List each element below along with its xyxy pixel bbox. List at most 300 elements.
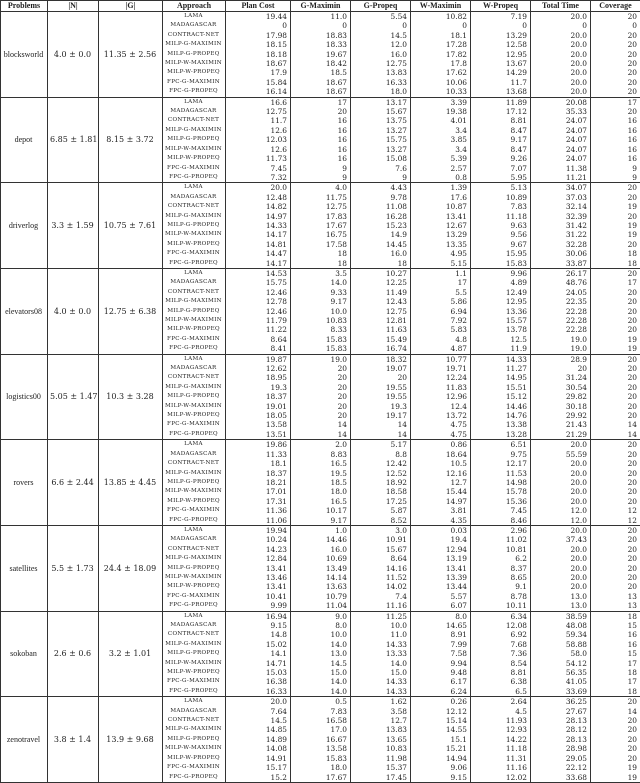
coverage-cell: 20 — [591, 716, 640, 725]
coverage-cell: 20 — [591, 240, 640, 249]
g-maximin-cell: 4.0 — [291, 183, 351, 193]
total-time-cell: 21.43 — [531, 420, 591, 429]
w-maximin-cell: 4.87 — [411, 344, 471, 354]
total-time-cell: 20.0 — [531, 12, 591, 22]
g-maximin-cell: 20 — [291, 383, 351, 392]
approach-name: MILP-W-MAXIMIN — [163, 145, 226, 154]
g-maximin-cell: 17 — [291, 97, 351, 107]
w-maximin-cell: 15.14 — [411, 716, 471, 725]
g-propeq-cell: 12.52 — [351, 469, 411, 478]
g-value: 10.75 ± 7.61 — [99, 183, 163, 269]
w-maximin-cell: 19.71 — [411, 364, 471, 373]
w-maximin-cell: 4.95 — [411, 249, 471, 258]
g-maximin-cell: 14.0 — [291, 640, 351, 649]
approach-name: FPC-G-PROPEQ — [163, 259, 226, 269]
plan-cost-cell: 13.41 — [226, 564, 291, 573]
w-maximin-cell: 12.4 — [411, 402, 471, 411]
g-propeq-cell: 14.33 — [351, 640, 411, 649]
approach-name: MILP-W-PROPEQ — [163, 582, 226, 591]
coverage-cell: 20 — [591, 288, 640, 297]
g-maximin-cell: 19.0 — [291, 354, 351, 364]
coverage-cell: 16 — [591, 630, 640, 639]
approach-name: CONTRACT-NET — [163, 373, 226, 382]
column-header-total-time: Total Time — [531, 1, 591, 12]
w-propeq-cell: 2.96 — [471, 525, 531, 535]
g-value: 8.15 ± 3.72 — [99, 97, 163, 183]
plan-cost-cell: 12.75 — [226, 107, 291, 116]
w-maximin-cell: 4.75 — [411, 430, 471, 440]
total-time-cell: 32.39 — [531, 212, 591, 221]
w-maximin-cell: 13.41 — [411, 564, 471, 573]
approach-name: LAMA — [163, 354, 226, 364]
w-maximin-cell: 3.85 — [411, 135, 471, 144]
coverage-cell: 20 — [591, 297, 640, 306]
approach-name: LAMA — [163, 268, 226, 278]
w-propeq-cell: 8.47 — [471, 145, 531, 154]
plan-cost-cell: 12.84 — [226, 554, 291, 563]
g-maximin-cell: 16 — [291, 145, 351, 154]
plan-cost-cell: 10.24 — [226, 535, 291, 544]
g-maximin-cell: 17.0 — [291, 725, 351, 734]
plan-cost-cell: 17.9 — [226, 68, 291, 77]
g-maximin-cell: 9.0 — [291, 611, 351, 621]
coverage-cell: 20 — [591, 554, 640, 563]
g-propeq-cell: 10.83 — [351, 744, 411, 753]
g-propeq-cell: 14.16 — [351, 564, 411, 573]
g-maximin-cell: 11.75 — [291, 193, 351, 202]
w-maximin-cell: 10.87 — [411, 202, 471, 211]
column-header-g-maximin: G-Maximin — [291, 1, 351, 12]
plan-cost-cell: 18.67 — [226, 59, 291, 68]
g-propeq-cell: 16.0 — [351, 249, 411, 258]
g-propeq-cell: 16.28 — [351, 212, 411, 221]
plan-cost-cell: 13.41 — [226, 582, 291, 591]
g-maximin-cell: 17.83 — [291, 212, 351, 221]
g-propeq-cell: 5.87 — [351, 506, 411, 515]
w-propeq-cell: 10.89 — [471, 193, 531, 202]
coverage-cell: 20 — [591, 31, 640, 40]
w-propeq-cell: 7.45 — [471, 506, 531, 515]
coverage-cell: 20 — [591, 564, 640, 573]
total-time-cell: 20.0 — [531, 469, 591, 478]
w-propeq-cell: 11.9 — [471, 344, 531, 354]
w-propeq-cell: 7.07 — [471, 164, 531, 173]
g-propeq-cell: 13.65 — [351, 735, 411, 744]
coverage-cell: 20 — [591, 307, 640, 316]
approach-name: FPC-G-PROPEQ — [163, 687, 226, 697]
plan-cost-cell: 14.08 — [226, 744, 291, 753]
w-propeq-cell: 12.58 — [471, 40, 531, 49]
plan-cost-cell: 8.41 — [226, 344, 291, 354]
coverage-cell: 20 — [591, 59, 640, 68]
approach-name: MILP-W-PROPEQ — [163, 754, 226, 763]
g-maximin-cell: 18.67 — [291, 78, 351, 87]
approach-name: MADAGASCAR — [163, 21, 226, 30]
approach-name: MILP-W-PROPEQ — [163, 68, 226, 77]
w-maximin-cell: 15.1 — [411, 735, 471, 744]
w-maximin-cell: 9.94 — [411, 659, 471, 668]
total-time-cell: 28.13 — [531, 716, 591, 725]
total-time-cell: 20.0 — [531, 40, 591, 49]
g-propeq-cell: 17.45 — [351, 773, 411, 783]
plan-cost-cell: 16.33 — [226, 687, 291, 697]
g-propeq-cell: 19.17 — [351, 411, 411, 420]
coverage-cell: 12 — [591, 506, 640, 515]
w-maximin-cell: 10.82 — [411, 12, 471, 22]
approach-name: MILP-G-PROPEQ — [163, 564, 226, 573]
w-maximin-cell: 13.35 — [411, 240, 471, 249]
w-propeq-cell: 11.18 — [471, 744, 531, 753]
approach-name: MILP-W-MAXIMIN — [163, 230, 226, 239]
g-propeq-cell: 12.7 — [351, 716, 411, 725]
w-propeq-cell: 15.78 — [471, 487, 531, 496]
plan-cost-cell: 14.89 — [226, 735, 291, 744]
g-maximin-cell: 8.33 — [291, 325, 351, 334]
g-maximin-cell: 20 — [291, 107, 351, 116]
w-maximin-cell: 15.21 — [411, 744, 471, 753]
total-time-cell: 28.9 — [531, 354, 591, 364]
g-propeq-cell: 14.5 — [351, 31, 411, 40]
total-time-cell: 20.0 — [531, 554, 591, 563]
total-time-cell: 48.08 — [531, 621, 591, 630]
g-propeq-cell: 8.52 — [351, 516, 411, 526]
total-time-cell: 26.17 — [531, 268, 591, 278]
approach-name: FPC-G-MAXIMIN — [163, 249, 226, 258]
w-propeq-cell: 12.08 — [471, 621, 531, 630]
g-maximin-cell: 14.0 — [291, 278, 351, 287]
total-time-cell: 31.24 — [531, 373, 591, 382]
g-propeq-cell: 14.33 — [351, 677, 411, 686]
w-propeq-cell: 8.37 — [471, 564, 531, 573]
coverage-cell: 20 — [591, 535, 640, 544]
g-propeq-cell: 15.0 — [351, 668, 411, 677]
total-time-cell: 20.0 — [531, 440, 591, 450]
g-maximin-cell: 16.67 — [291, 735, 351, 744]
w-propeq-cell: 2.64 — [471, 697, 531, 707]
plan-cost-cell: 15.02 — [226, 640, 291, 649]
g-value: 10.3 ± 3.28 — [99, 354, 163, 440]
w-propeq-cell: 5.95 — [471, 173, 531, 183]
w-propeq-cell: 15.95 — [471, 249, 531, 258]
total-time-cell: 20.0 — [531, 59, 591, 68]
w-maximin-cell: 13.19 — [411, 554, 471, 563]
w-maximin-cell: 12.16 — [411, 469, 471, 478]
g-propeq-cell: 19.3 — [351, 402, 411, 411]
g-propeq-cell: 7.6 — [351, 164, 411, 173]
w-maximin-cell: 10.06 — [411, 78, 471, 87]
total-time-cell: 54.12 — [531, 659, 591, 668]
coverage-cell: 20 — [591, 735, 640, 744]
w-maximin-cell: 5.83 — [411, 325, 471, 334]
g-propeq-cell: 3.0 — [351, 525, 411, 535]
approach-name: CONTRACT-NET — [163, 288, 226, 297]
g-value: 3.2 ± 1.01 — [99, 611, 163, 697]
w-maximin-cell: 8.0 — [411, 611, 471, 621]
approach-name: CONTRACT-NET — [163, 545, 226, 554]
w-maximin-cell: 5.5 — [411, 288, 471, 297]
coverage-cell: 20 — [591, 268, 640, 278]
g-maximin-cell: 1.0 — [291, 525, 351, 535]
g-maximin-cell: 10.69 — [291, 554, 351, 563]
g-maximin-cell: 18.5 — [291, 478, 351, 487]
total-time-cell: 48.76 — [531, 278, 591, 287]
coverage-cell: 20 — [591, 525, 640, 535]
total-time-cell: 11.38 — [531, 164, 591, 173]
plan-cost-cell: 12.46 — [226, 307, 291, 316]
g-maximin-cell: 15.0 — [291, 668, 351, 677]
g-maximin-cell: 15.83 — [291, 754, 351, 763]
w-maximin-cell: 7.92 — [411, 316, 471, 325]
g-propeq-cell: 19.55 — [351, 392, 411, 401]
g-value: 12.75 ± 6.38 — [99, 268, 163, 354]
approach-name: MADAGASCAR — [163, 193, 226, 202]
approach-name: MILP-G-MAXIMIN — [163, 383, 226, 392]
total-time-cell: 59.34 — [531, 630, 591, 639]
total-time-cell: 22.12 — [531, 763, 591, 772]
total-time-cell: 32.14 — [531, 202, 591, 211]
approach-name: MILP-G-MAXIMIN — [163, 725, 226, 734]
approach-name: MADAGASCAR — [163, 621, 226, 630]
g-maximin-cell: 8.0 — [291, 621, 351, 630]
g-maximin-cell: 10.0 — [291, 307, 351, 316]
g-propeq-cell: 8.8 — [351, 450, 411, 459]
w-maximin-cell: 5.57 — [411, 592, 471, 601]
g-maximin-cell: 14.5 — [291, 659, 351, 668]
g-maximin-cell: 9.33 — [291, 288, 351, 297]
g-propeq-cell: 11.49 — [351, 288, 411, 297]
g-propeq-cell: 12.42 — [351, 459, 411, 468]
w-propeq-cell: 14.98 — [471, 478, 531, 487]
approach-name: MILP-W-MAXIMIN — [163, 744, 226, 753]
plan-cost-cell: 14.33 — [226, 221, 291, 230]
approach-name: FPC-G-MAXIMIN — [163, 677, 226, 686]
total-time-cell: 31.22 — [531, 230, 591, 239]
total-time-cell: 55.59 — [531, 450, 591, 459]
w-maximin-cell: 3.81 — [411, 506, 471, 515]
w-maximin-cell: 4.35 — [411, 516, 471, 526]
w-propeq-cell: 6.38 — [471, 677, 531, 686]
coverage-cell: 13 — [591, 601, 640, 611]
approach-name: LAMA — [163, 525, 226, 535]
approach-name: CONTRACT-NET — [163, 459, 226, 468]
total-time-cell: 20.0 — [531, 573, 591, 582]
plan-cost-cell: 14.47 — [226, 249, 291, 258]
g-maximin-cell: 16 — [291, 154, 351, 163]
w-maximin-cell: 10.77 — [411, 354, 471, 364]
table-row — [1, 697, 640, 707]
coverage-cell: 20 — [591, 87, 640, 97]
total-time-cell: 27.67 — [531, 707, 591, 716]
plan-cost-cell: 9.15 — [226, 621, 291, 630]
plan-cost-cell: 9.99 — [226, 601, 291, 611]
coverage-cell: 20 — [591, 582, 640, 591]
coverage-cell: 19 — [591, 773, 640, 783]
w-propeq-cell: 10.81 — [471, 545, 531, 554]
w-maximin-cell: 6.24 — [411, 687, 471, 697]
w-propeq-cell: 11.53 — [471, 469, 531, 478]
coverage-cell: 19 — [591, 763, 640, 772]
approach-name: MADAGASCAR — [163, 278, 226, 287]
approach-name: LAMA — [163, 12, 226, 22]
approach-name: MILP-W-MAXIMIN — [163, 316, 226, 325]
n-value: 3.3 ± 1.59 — [48, 183, 99, 269]
w-propeq-cell: 12.49 — [471, 288, 531, 297]
w-propeq-cell: 8.65 — [471, 573, 531, 582]
g-value: 24.4 ± 18.09 — [99, 525, 163, 611]
coverage-cell: 20 — [591, 383, 640, 392]
approach-name: MILP-G-MAXIMIN — [163, 40, 226, 49]
g-maximin-cell: 18.0 — [291, 763, 351, 772]
w-propeq-cell: 9.17 — [471, 135, 531, 144]
plan-cost-cell: 11.73 — [226, 154, 291, 163]
w-propeq-cell: 12.5 — [471, 335, 531, 344]
plan-cost-cell: 14.53 — [226, 268, 291, 278]
w-maximin-cell: 0.8 — [411, 173, 471, 183]
w-maximin-cell: 13.41 — [411, 212, 471, 221]
g-maximin-cell: 2.0 — [291, 440, 351, 450]
w-maximin-cell: 17.8 — [411, 59, 471, 68]
problem-name: rovers — [1, 440, 48, 526]
approach-name: FPC-G-PROPEQ — [163, 430, 226, 440]
approach-name: MILP-G-MAXIMIN — [163, 469, 226, 478]
column-header-plan-cost: Plan Cost — [226, 1, 291, 12]
coverage-cell: 20 — [591, 411, 640, 420]
w-propeq-cell: 6.5 — [471, 687, 531, 697]
plan-cost-cell: 19.86 — [226, 440, 291, 450]
approach-name: FPC-G-MAXIMIN — [163, 763, 226, 772]
g-maximin-cell: 8.83 — [291, 450, 351, 459]
total-time-cell: 11.21 — [531, 173, 591, 183]
total-time-cell: 58.88 — [531, 640, 591, 649]
plan-cost-cell: 12.03 — [226, 135, 291, 144]
g-maximin-cell: 16.5 — [291, 497, 351, 506]
g-maximin-cell: 16.58 — [291, 716, 351, 725]
w-maximin-cell: 6.17 — [411, 677, 471, 686]
w-propeq-cell: 13.38 — [471, 420, 531, 429]
approach-name: MILP-G-MAXIMIN — [163, 554, 226, 563]
approach-name: MILP-G-MAXIMIN — [163, 297, 226, 306]
approach-name: MILP-G-PROPEQ — [163, 478, 226, 487]
plan-cost-cell: 19.87 — [226, 354, 291, 364]
coverage-cell: 19 — [591, 344, 640, 354]
g-maximin-cell: 7.83 — [291, 707, 351, 716]
w-maximin-cell: 12.24 — [411, 373, 471, 382]
problem-name: sokoban — [1, 611, 48, 697]
plan-cost-cell: 18.05 — [226, 411, 291, 420]
g-propeq-cell: 14.45 — [351, 240, 411, 249]
coverage-cell: 19 — [591, 202, 640, 211]
w-propeq-cell: 6.51 — [471, 440, 531, 450]
coverage-cell: 13 — [591, 592, 640, 601]
w-propeq-cell: 6.2 — [471, 554, 531, 563]
g-maximin-cell: 0.5 — [291, 697, 351, 707]
plan-cost-cell: 18.1 — [226, 459, 291, 468]
table-row — [1, 440, 640, 450]
total-time-cell: 56.35 — [531, 668, 591, 677]
plan-cost-cell: 7.32 — [226, 173, 291, 183]
coverage-cell: 20 — [591, 107, 640, 116]
g-propeq-cell: 0 — [351, 21, 411, 30]
g-propeq-cell: 15.08 — [351, 154, 411, 163]
total-time-cell: 20.0 — [531, 87, 591, 97]
g-propeq-cell: 19.07 — [351, 364, 411, 373]
g-maximin-cell: 10.0 — [291, 630, 351, 639]
table-row — [1, 525, 640, 535]
g-maximin-cell: 11.0 — [291, 12, 351, 22]
plan-cost-cell: 11.36 — [226, 506, 291, 515]
w-propeq-cell: 14.76 — [471, 411, 531, 420]
w-maximin-cell: 17.6 — [411, 193, 471, 202]
w-maximin-cell: 6.94 — [411, 307, 471, 316]
w-maximin-cell: 14.94 — [411, 754, 471, 763]
coverage-cell: 20 — [591, 497, 640, 506]
approach-name: MILP-W-MAXIMIN — [163, 659, 226, 668]
total-time-cell: 22.28 — [531, 316, 591, 325]
approach-name: MILP-G-MAXIMIN — [163, 212, 226, 221]
w-maximin-cell: 6.07 — [411, 601, 471, 611]
approach-name: MILP-G-MAXIMIN — [163, 126, 226, 135]
total-time-cell: 20.08 — [531, 97, 591, 107]
g-maximin-cell: 20 — [291, 373, 351, 382]
g-propeq-cell: 15.75 — [351, 135, 411, 144]
approach-name: MILP-W-PROPEQ — [163, 154, 226, 163]
w-propeq-cell: 7.36 — [471, 649, 531, 658]
w-propeq-cell: 8.81 — [471, 668, 531, 677]
g-maximin-cell: 10.17 — [291, 506, 351, 515]
w-propeq-cell: 15.57 — [471, 316, 531, 325]
total-time-cell: 33.87 — [531, 259, 591, 269]
table-row — [1, 12, 640, 22]
coverage-cell: 20 — [591, 459, 640, 468]
plan-cost-cell: 12.78 — [226, 297, 291, 306]
g-maximin-cell: 14 — [291, 430, 351, 440]
w-maximin-cell: 18.64 — [411, 450, 471, 459]
w-propeq-cell: 8.54 — [471, 659, 531, 668]
g-propeq-cell: 14.02 — [351, 582, 411, 591]
coverage-cell: 20 — [591, 545, 640, 554]
n-value: 3.8 ± 1.4 — [48, 697, 99, 783]
approach-name: MILP-G-PROPEQ — [163, 135, 226, 144]
total-time-cell: 35.33 — [531, 107, 591, 116]
coverage-cell: 19 — [591, 230, 640, 239]
coverage-cell: 16 — [591, 145, 640, 154]
approach-name: MILP-G-PROPEQ — [163, 735, 226, 744]
total-time-cell: 20.0 — [531, 525, 591, 535]
w-maximin-cell: 8.91 — [411, 630, 471, 639]
approach-name: MILP-W-PROPEQ — [163, 668, 226, 677]
coverage-cell: 20 — [591, 573, 640, 582]
plan-cost-cell: 18.15 — [226, 40, 291, 49]
g-propeq-cell: 13.83 — [351, 725, 411, 734]
total-time-cell: 19.0 — [531, 344, 591, 354]
g-maximin-cell: 16.0 — [291, 545, 351, 554]
w-maximin-cell: 13.72 — [411, 411, 471, 420]
coverage-cell: 18 — [591, 259, 640, 269]
approach-name: MILP-W-MAXIMIN — [163, 573, 226, 582]
column-header-g-propeq: G-Propeq — [351, 1, 411, 12]
problem-name: driverlog — [1, 183, 48, 269]
w-propeq-cell: 13.28 — [471, 430, 531, 440]
w-maximin-cell: 17.82 — [411, 50, 471, 59]
g-propeq-cell: 12.0 — [351, 40, 411, 49]
total-time-cell: 31.42 — [531, 221, 591, 230]
plan-cost-cell: 14.8 — [226, 630, 291, 639]
w-propeq-cell: 12.02 — [471, 773, 531, 783]
plan-cost-cell: 18.21 — [226, 478, 291, 487]
plan-cost-cell: 12.48 — [226, 193, 291, 202]
coverage-cell: 20 — [591, 183, 640, 193]
w-propeq-cell: 8.81 — [471, 116, 531, 125]
